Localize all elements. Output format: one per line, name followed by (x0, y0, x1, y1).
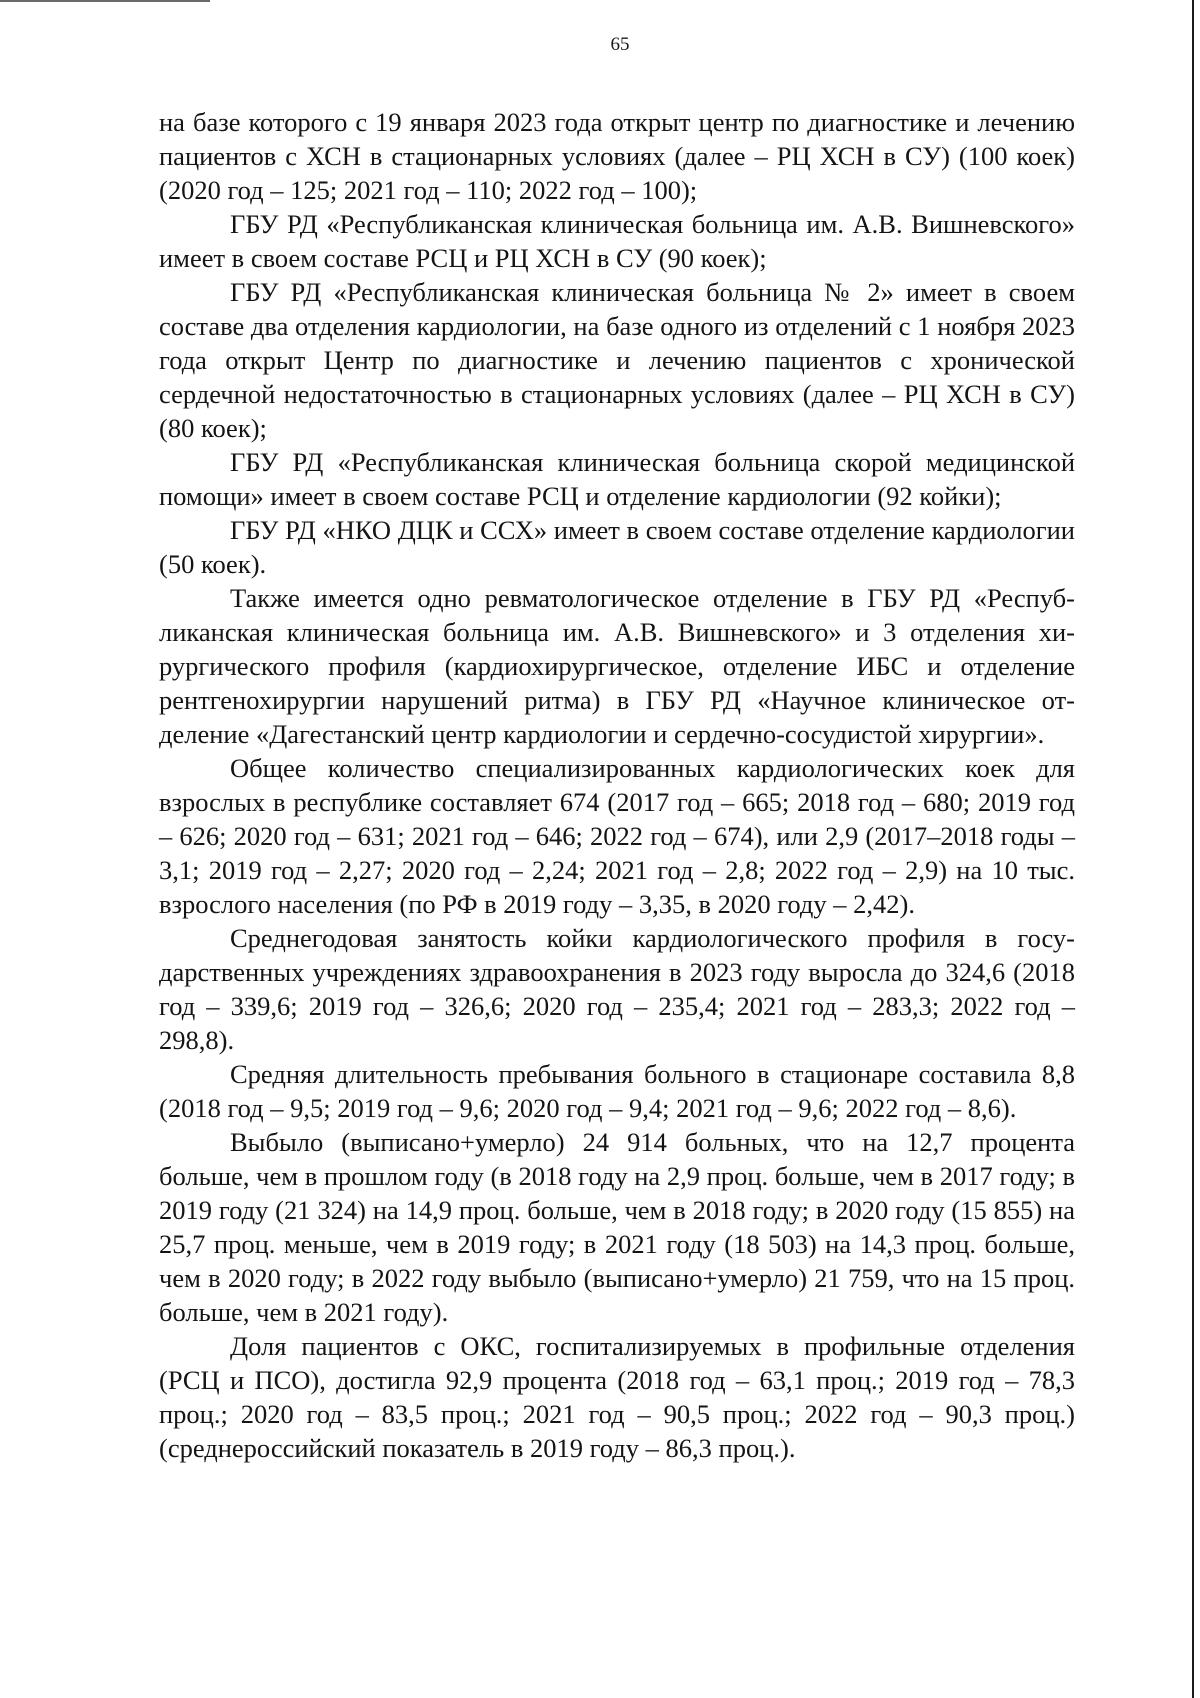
scan-border-right (1192, 0, 1194, 1698)
paragraph-length-of-stay: Средняя длительность пребывания больного в стационаре составила 8,8 (2018 год – 9,5; 2019 год – 9,6; 2020 год – 9,4; 2021 год – 9,6; 2022 год – 8,6). (159, 1059, 1075, 1123)
paragraph-discharged: Выбыло (выписано+умерло) 24 914 больных, что на 12,7 процента больше, чем в прошлом году (в 2018 году на 2,9 проц. больше, чем в 2017 году; в 2019 году (21 324) на 14,9 проц. больше, чем в 2018 году; в 2020 году (15 855) на 25,7 проц. меньше, чем в 2019 году; в 2021 году (18 503) на 14,3 проц. больше, чем в 2020 году; в 2022 году выбыло (выписано+умерло) 21 759, что на 15 проц. больше, чем в 2021 году). (159, 1127, 1075, 1327)
page-number: 65 (610, 34, 630, 55)
body-text (159, 105, 1075, 1465)
scan-border-top (0, 0, 210, 2)
paragraph-acs-patients: Доля пациентов с ОКС, госпитализируемых в профильные отделения (РСЦ и ПСО), достигла 92,9 процента (2018 год – 63,1 проц.; 2019 год – 78,3 проц.; 2020 год – 83,5 проц.; 2021 год – 90,5 проц.; 2022 год – 90,3 проц.) (среднероссийский показатель в 2019 году – 86,3 проц.). (159, 1331, 1075, 1463)
paragraph-nko-dck: ГБУ РД «НКО ДЦК и ССХ» имеет в своем составе отделение кардиологии (50 коек). (159, 515, 1075, 579)
paragraph-bed-occupancy: Среднегодовая занятость койки кардиологического профиля в государственных учреждениях здравоохранения в 2023 году выросла до 324,6 (2018 год – 339,6; 2019 год – 326,6; 2020 год – 235,4; 2021 год – 283,3; 2022 год – 298,8). (159, 923, 1075, 1055)
paragraph-emergency-hospital: ГБУ РД «Республиканская клиническая больница скорой медицинской помощи» имеет в своем составе РСЦ и отделение кардиологии (92 койки); (159, 447, 1075, 511)
paragraph-vishnevsky-hospital: ГБУ РД «Республиканская клиническая больница им. А.В. Вишневского» имеет в своем составе РСЦ и РЦ ХСН в СУ (90 коек); (159, 209, 1075, 273)
paragraph-continuation: на базе которого с 19 января 2023 года открыт центр по диагностике и лечению пациентов с ХСН в стационарных условиях (далее – РЦ ХСН в СУ) (100 коек) (2020 год – 125; 2021 год – 110; 2022 год – 100); (159, 107, 1075, 205)
paragraph-rheumatology: Также имеется одно ревматологическое отделение в ГБУ РД «Республиканская клиническая больница им. А.В. Вишневского» и 3 отделения хирургического профиля (кардиохирургическое, отделение ИБС и отделение рентгенохирургии нарушений ритма) в ГБУ РД «Научное клиническое отделение «Дагестанский центр кардиологии и сердечно-сосудистой хирургии». (159, 583, 1075, 749)
paragraph-hospital-2: ГБУ РД «Республиканская клиническая больница № 2» имеет в своем составе два отделения кардиологии, на базе одного из отделений с 1 ноября 2023 года открыт Центр по диагностике и лечению пациентов с хронической сердечной недостаточностью в стационарных условиях (далее – РЦ ХСН в СУ) (80 коек); (159, 277, 1075, 443)
paragraph-bed-count: Общее количество специализированных кардиологических коек для взрослых в республике составляет 674 (2017 год – 665; 2018 год – 680; 2019 год – 626; 2020 год – 631; 2021 год – 646; 2022 год – 674), или 2,9 (2017–2018 годы – 3,1; 2019 год – 2,27; 2020 год – 2,24; 2021 год – 2,8; 2022 год – 2,9) на 10 тыс. взрослого населения (по РФ в 2019 году – 3,35, в 2020 году – 2,42). (159, 753, 1075, 919)
